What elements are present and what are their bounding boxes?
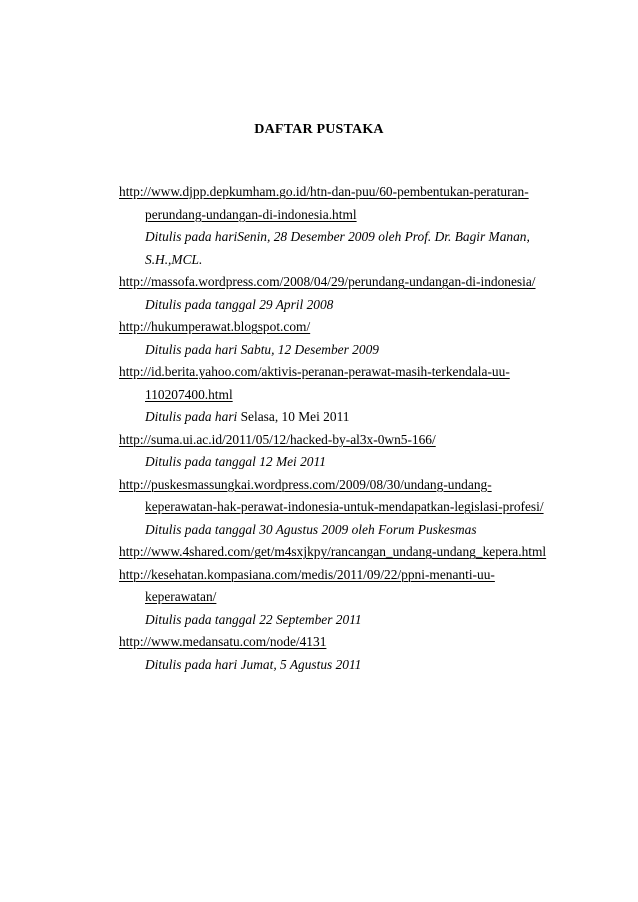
reference-entry (119, 361, 559, 429)
reference-link[interactable]: http://massofa.wordpress.com/2008/04/29/perundang-undangan-di-indonesia/ (119, 274, 536, 289)
page-title: DAFTAR PUSTAKA (254, 122, 384, 137)
reference-link-line (119, 564, 559, 587)
reference-link[interactable]: 110207400.html (145, 386, 233, 402)
reference-note-italic: Ditulis pada tanggal 30 Agustus 2009 oleh Forum Puskesmas (145, 521, 477, 537)
reference-entry (119, 474, 559, 542)
reference-link-line (119, 384, 559, 407)
reference-link-line (119, 316, 559, 339)
reference-note-italic: Ditulis pada tanggal 22 September 2011 (145, 611, 362, 627)
reference-entry (119, 316, 559, 361)
reference-note (119, 406, 559, 429)
reference-entry (119, 564, 559, 632)
reference-link[interactable]: http://www.4shared.com/get/m4sxjkpy/rancangan_undang-undang_kepera.html (119, 544, 547, 559)
reference-link[interactable]: http://suma.ui.ac.id/2011/05/12/hacked-by-al3x-0wn5-166/ (119, 431, 436, 447)
reference-note (119, 451, 559, 474)
reference-entry (119, 631, 559, 676)
reference-note (119, 339, 559, 362)
reference-note-italic: Ditulis pada hari Jumat, 5 Agustus 2011 (145, 656, 362, 672)
reference-entry (119, 181, 559, 271)
reference-note (119, 249, 559, 272)
reference-link-line (119, 541, 559, 564)
reference-link-line (119, 631, 559, 654)
reference-note-italic: Ditulis pada hari (145, 409, 238, 424)
reference-link-line (119, 429, 559, 452)
reference-entry (119, 271, 559, 316)
reference-note (119, 294, 559, 317)
reference-note (119, 226, 559, 249)
reference-link[interactable]: http://www.medansatu.com/node/4131 (119, 634, 327, 649)
reference-link[interactable]: http://puskesmassungkai.wordpress.com/2009/08/30/undang-undang- (119, 476, 492, 492)
reference-entry (119, 541, 559, 564)
reference-note-italic: Ditulis pada hari Sabtu, 12 Desember 2009 (145, 341, 379, 357)
reference-link[interactable]: perundang-undangan-di-indonesia.html (145, 206, 357, 222)
reference-link[interactable]: http://id.berita.yahoo.com/aktivis-peranan-perawat-masih-terkendala-uu- (119, 364, 510, 379)
reference-note-italic: Ditulis pada hariSenin, 28 Desember 2009 oleh Prof. Dr. Bagir Manan, (145, 229, 530, 244)
reference-link[interactable]: keperawatan/ (145, 589, 217, 604)
reference-link[interactable]: http://hukumperawat.blogspot.com/ (119, 319, 311, 334)
reference-link[interactable]: keperawatan-hak-perawat-indonesia-untuk-mendapatkan-legislasi-profesi/ (145, 499, 544, 514)
reference-note (119, 519, 559, 542)
reference-link[interactable]: http://www.djpp.depkumham.go.id/htn-dan-puu/60-pembentukan-peraturan- (119, 184, 529, 199)
reference-link-line (119, 204, 559, 227)
reference-link-line (119, 496, 559, 519)
reference-note (119, 609, 559, 632)
reference-link-line (119, 586, 559, 609)
reference-link-line (119, 474, 559, 497)
reference-note-italic: Ditulis pada tanggal 12 Mei 2011 (145, 454, 326, 469)
reference-entry (119, 429, 559, 474)
reference-note-italic: S.H.,MCL. (145, 251, 203, 267)
reference-note-italic: Ditulis pada tanggal 29 April 2008 (145, 296, 334, 312)
reference-link[interactable]: http://kesehatan.kompasiana.com/medis/2011/09/22/ppni-menanti-uu- (119, 566, 495, 582)
reference-link-line (119, 361, 559, 384)
reference-note-plain: Selasa, 10 Mei 2011 (237, 409, 350, 424)
reference-link-line (119, 271, 559, 294)
reference-note (119, 654, 559, 677)
reference-link-line (119, 181, 559, 204)
reference-list (119, 181, 559, 676)
